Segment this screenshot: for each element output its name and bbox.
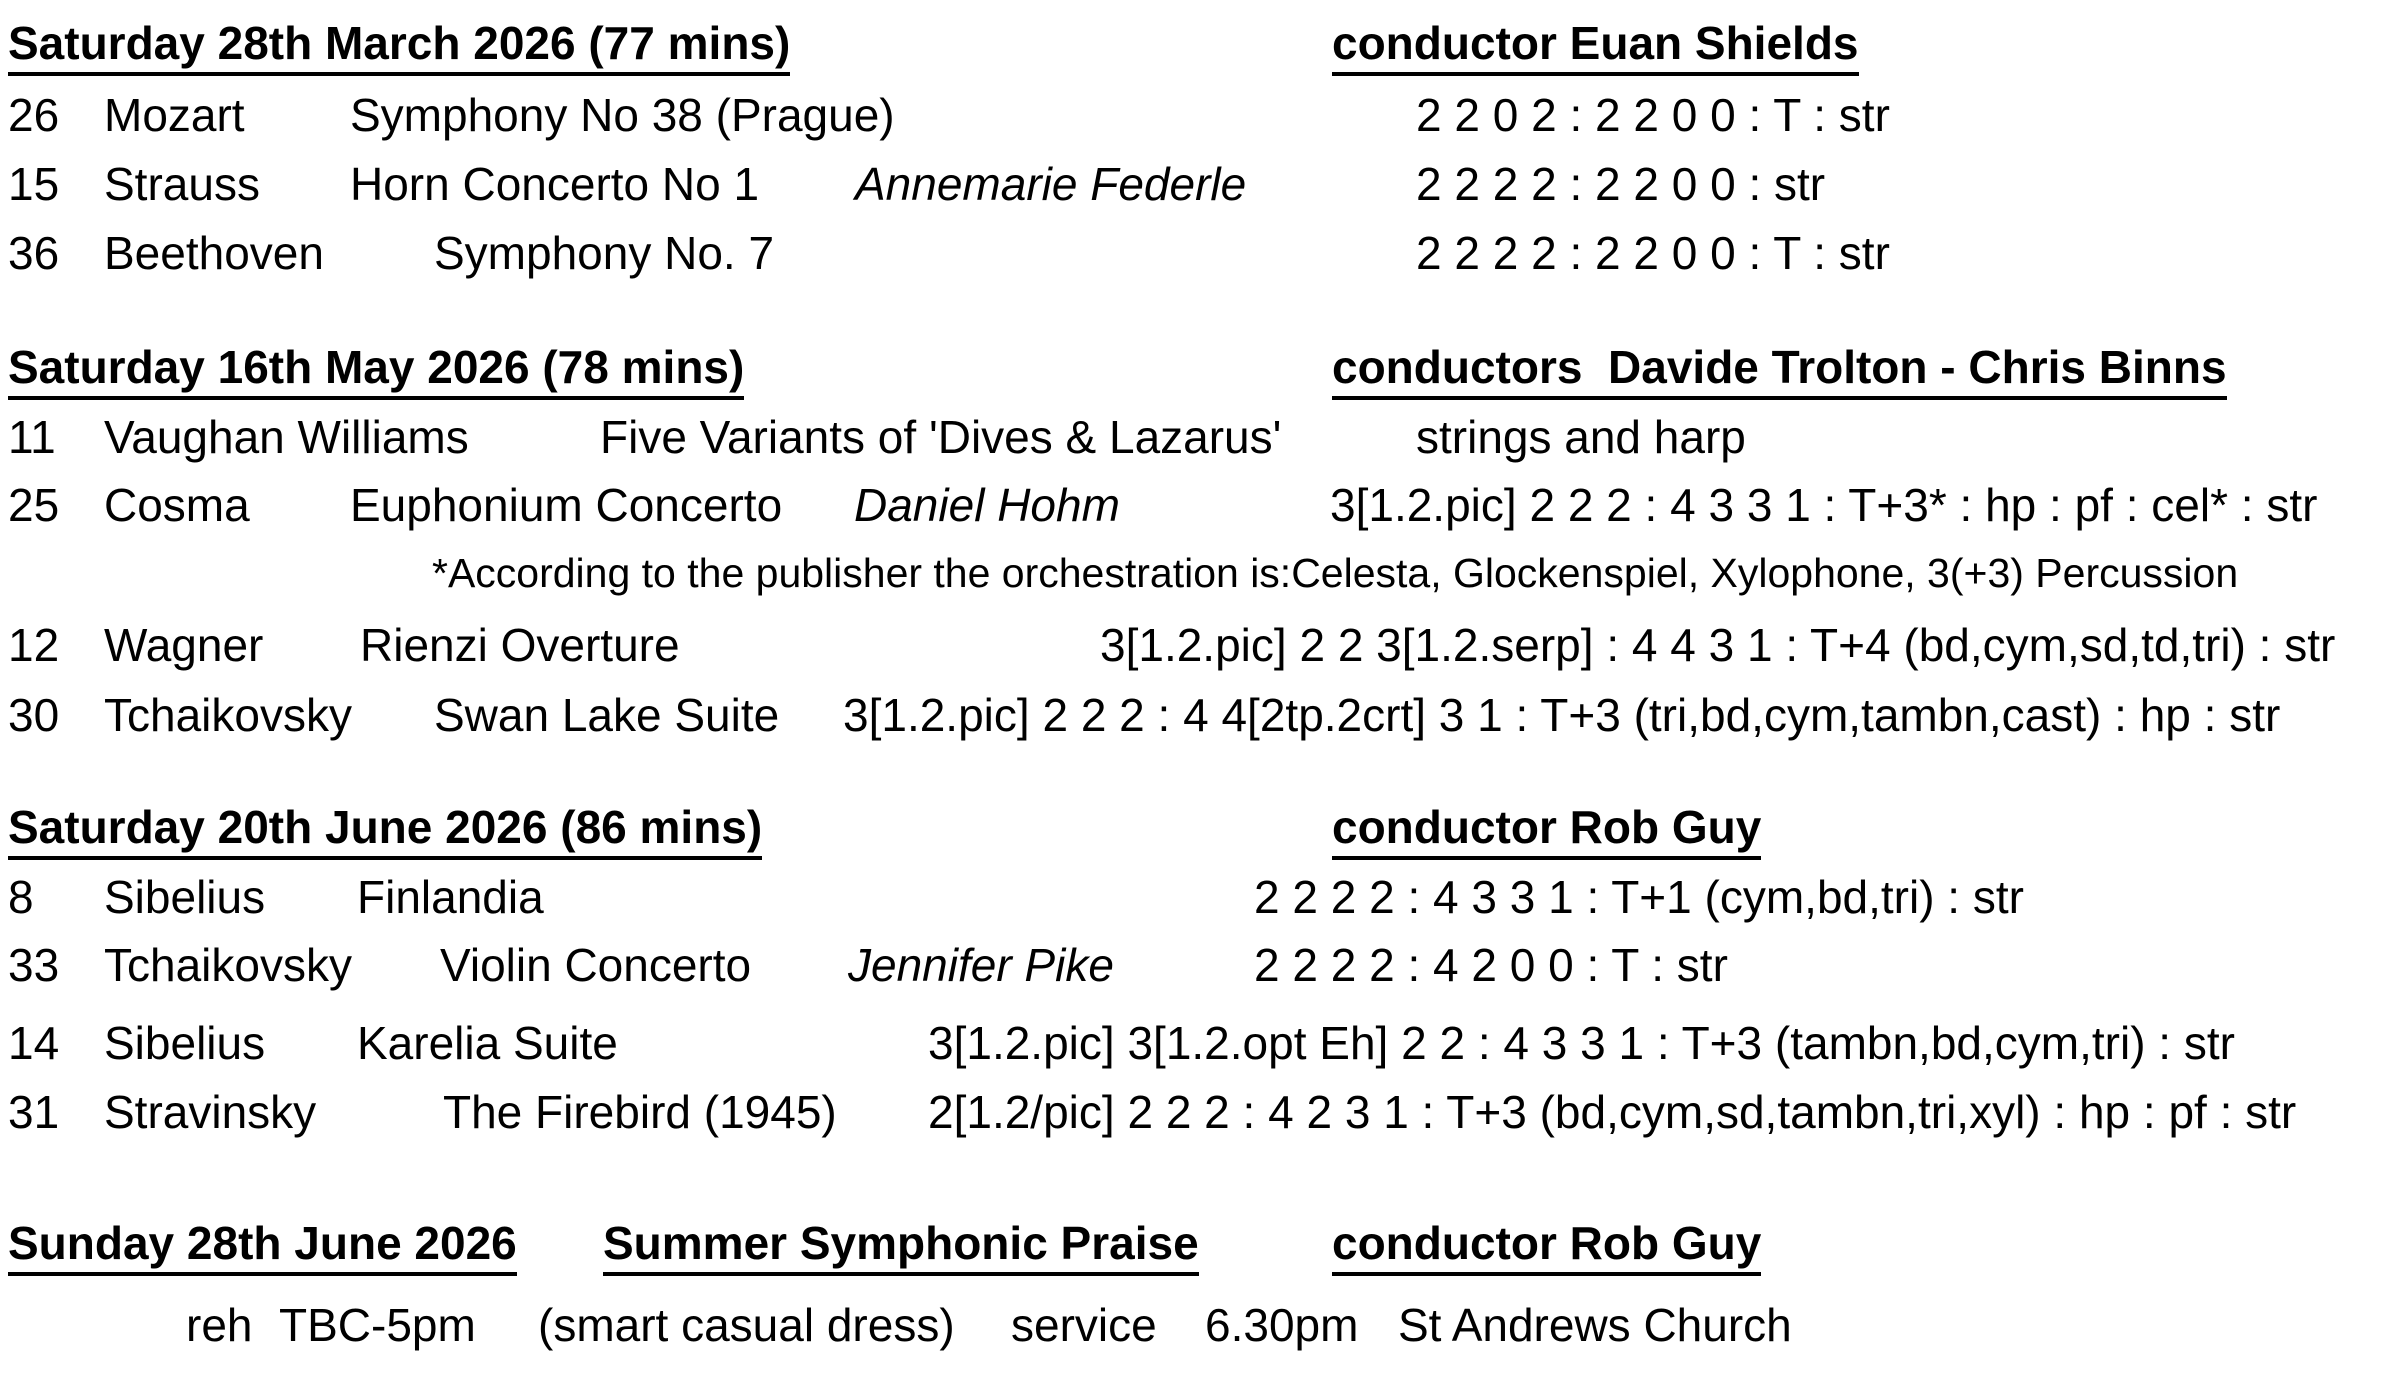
row-number: 26 <box>8 89 60 141</box>
row-work: Rienzi Overture <box>360 619 680 671</box>
row-number: 36 <box>8 227 60 279</box>
row-orchestration: 2[1.2/pic] 2 2 2 : 4 2 3 1 : T+3 (bd,cym,sd,tambn,tri,xyl) : hp : pf : str <box>928 1086 2297 1138</box>
event-title: Summer Symphonic Praise <box>603 1218 1199 1276</box>
row-number: 8 <box>8 871 34 923</box>
dress-code: (smart casual dress) <box>538 1299 955 1351</box>
row-number: 15 <box>8 158 60 210</box>
row-work: Karelia Suite <box>357 1017 618 1069</box>
row-work: Finlandia <box>357 871 544 923</box>
heading-conductor: conductor Rob Guy <box>1332 802 1761 860</box>
rehearsal-label: reh <box>186 1299 253 1351</box>
row-composer: Vaughan Williams <box>104 411 469 463</box>
row-composer: Wagner <box>104 619 264 671</box>
row-work: Five Variants of 'Dives & Lazarus' <box>600 411 1282 463</box>
row-orchestration: 2 2 0 2 : 2 2 0 0 : T : str <box>1416 89 1890 141</box>
row-orchestration: 3[1.2.pic] 2 2 2 : 4 3 3 1 : T+3* : hp : pf : cel* : str <box>1330 479 2318 531</box>
row-orchestration: 2 2 2 2 : 2 2 0 0 : T : str <box>1416 227 1890 279</box>
orchestration-footnote: *According to the publisher the orchestration is:Celesta, Glockenspiel, Xylophone, 3(+3) Percussion <box>432 550 2239 596</box>
venue: St Andrews Church <box>1398 1299 1792 1351</box>
row-orchestration: 3[1.2.pic] 2 2 2 : 4 4[2tp.2crt] 3 1 : T+3 (tri,bd,cym,tambn,cast) : hp : str <box>843 689 2281 741</box>
row-composer: Beethoven <box>104 227 324 279</box>
row-orchestration: 2 2 2 2 : 4 3 3 1 : T+1 (cym,bd,tri) : str <box>1254 871 2024 923</box>
row-number: 11 <box>8 411 56 463</box>
row-orchestration: 2 2 2 2 : 2 2 0 0 : str <box>1416 158 1826 210</box>
heading-conductor: conductor Rob Guy <box>1332 1218 1761 1276</box>
row-composer: Cosma <box>104 479 250 531</box>
row-work: The Firebird (1945) <box>443 1086 837 1138</box>
row-soloist: Jennifer Pike <box>848 939 1114 991</box>
service-label: service <box>1011 1299 1157 1351</box>
heading-date: Saturday 16th May 2026 (78 mins) <box>8 342 744 400</box>
row-number: 12 <box>8 619 60 671</box>
service-time: 6.30pm <box>1205 1299 1359 1351</box>
row-work: Violin Concerto <box>440 939 752 991</box>
row-number: 33 <box>8 939 60 991</box>
heading-date: Sunday 28th June 2026 <box>8 1218 517 1276</box>
row-composer: Stravinsky <box>104 1086 317 1138</box>
row-composer: Sibelius <box>104 871 266 923</box>
row-orchestration: 3[1.2.pic] 3[1.2.opt Eh] 2 2 : 4 3 3 1 : T+3 (tambn,bd,cym,tri) : str <box>928 1017 2235 1069</box>
row-orchestration: strings and harp <box>1416 411 1746 463</box>
row-composer: Tchaikovsky <box>104 939 352 991</box>
row-work: Euphonium Concerto <box>350 479 783 531</box>
row-work: Symphony No. 7 <box>434 227 775 279</box>
row-number: 25 <box>8 479 60 531</box>
row-composer: Mozart <box>104 89 245 141</box>
row-orchestration: 2 2 2 2 : 4 2 0 0 : T : str <box>1254 939 1728 991</box>
row-work: Swan Lake Suite <box>434 689 780 741</box>
row-composer: Sibelius <box>104 1017 266 1069</box>
row-work: Symphony No 38 (Prague) <box>350 89 895 141</box>
heading-conductor: conductor Euan Shields <box>1332 18 1859 76</box>
heading-date: Saturday 20th June 2026 (86 mins) <box>8 802 762 860</box>
row-orchestration: 3[1.2.pic] 2 2 3[1.2.serp] : 4 4 3 1 : T+4 (bd,cym,sd,td,tri) : str <box>1100 619 2336 671</box>
row-composer: Tchaikovsky <box>104 689 352 741</box>
rehearsal-time: TBC-5pm <box>279 1299 476 1351</box>
row-number: 30 <box>8 689 60 741</box>
row-soloist: Daniel Hohm <box>854 479 1120 531</box>
heading-date: Saturday 28th March 2026 (77 mins) <box>8 18 790 76</box>
row-number: 14 <box>8 1017 60 1069</box>
heading-conductor: conductors Davide Trolton - Chris Binns <box>1332 342 2227 400</box>
row-number: 31 <box>8 1086 60 1138</box>
row-work: Horn Concerto No 1 <box>350 158 760 210</box>
row-soloist: Annemarie Federle <box>855 158 1247 210</box>
row-composer: Strauss <box>104 158 260 210</box>
